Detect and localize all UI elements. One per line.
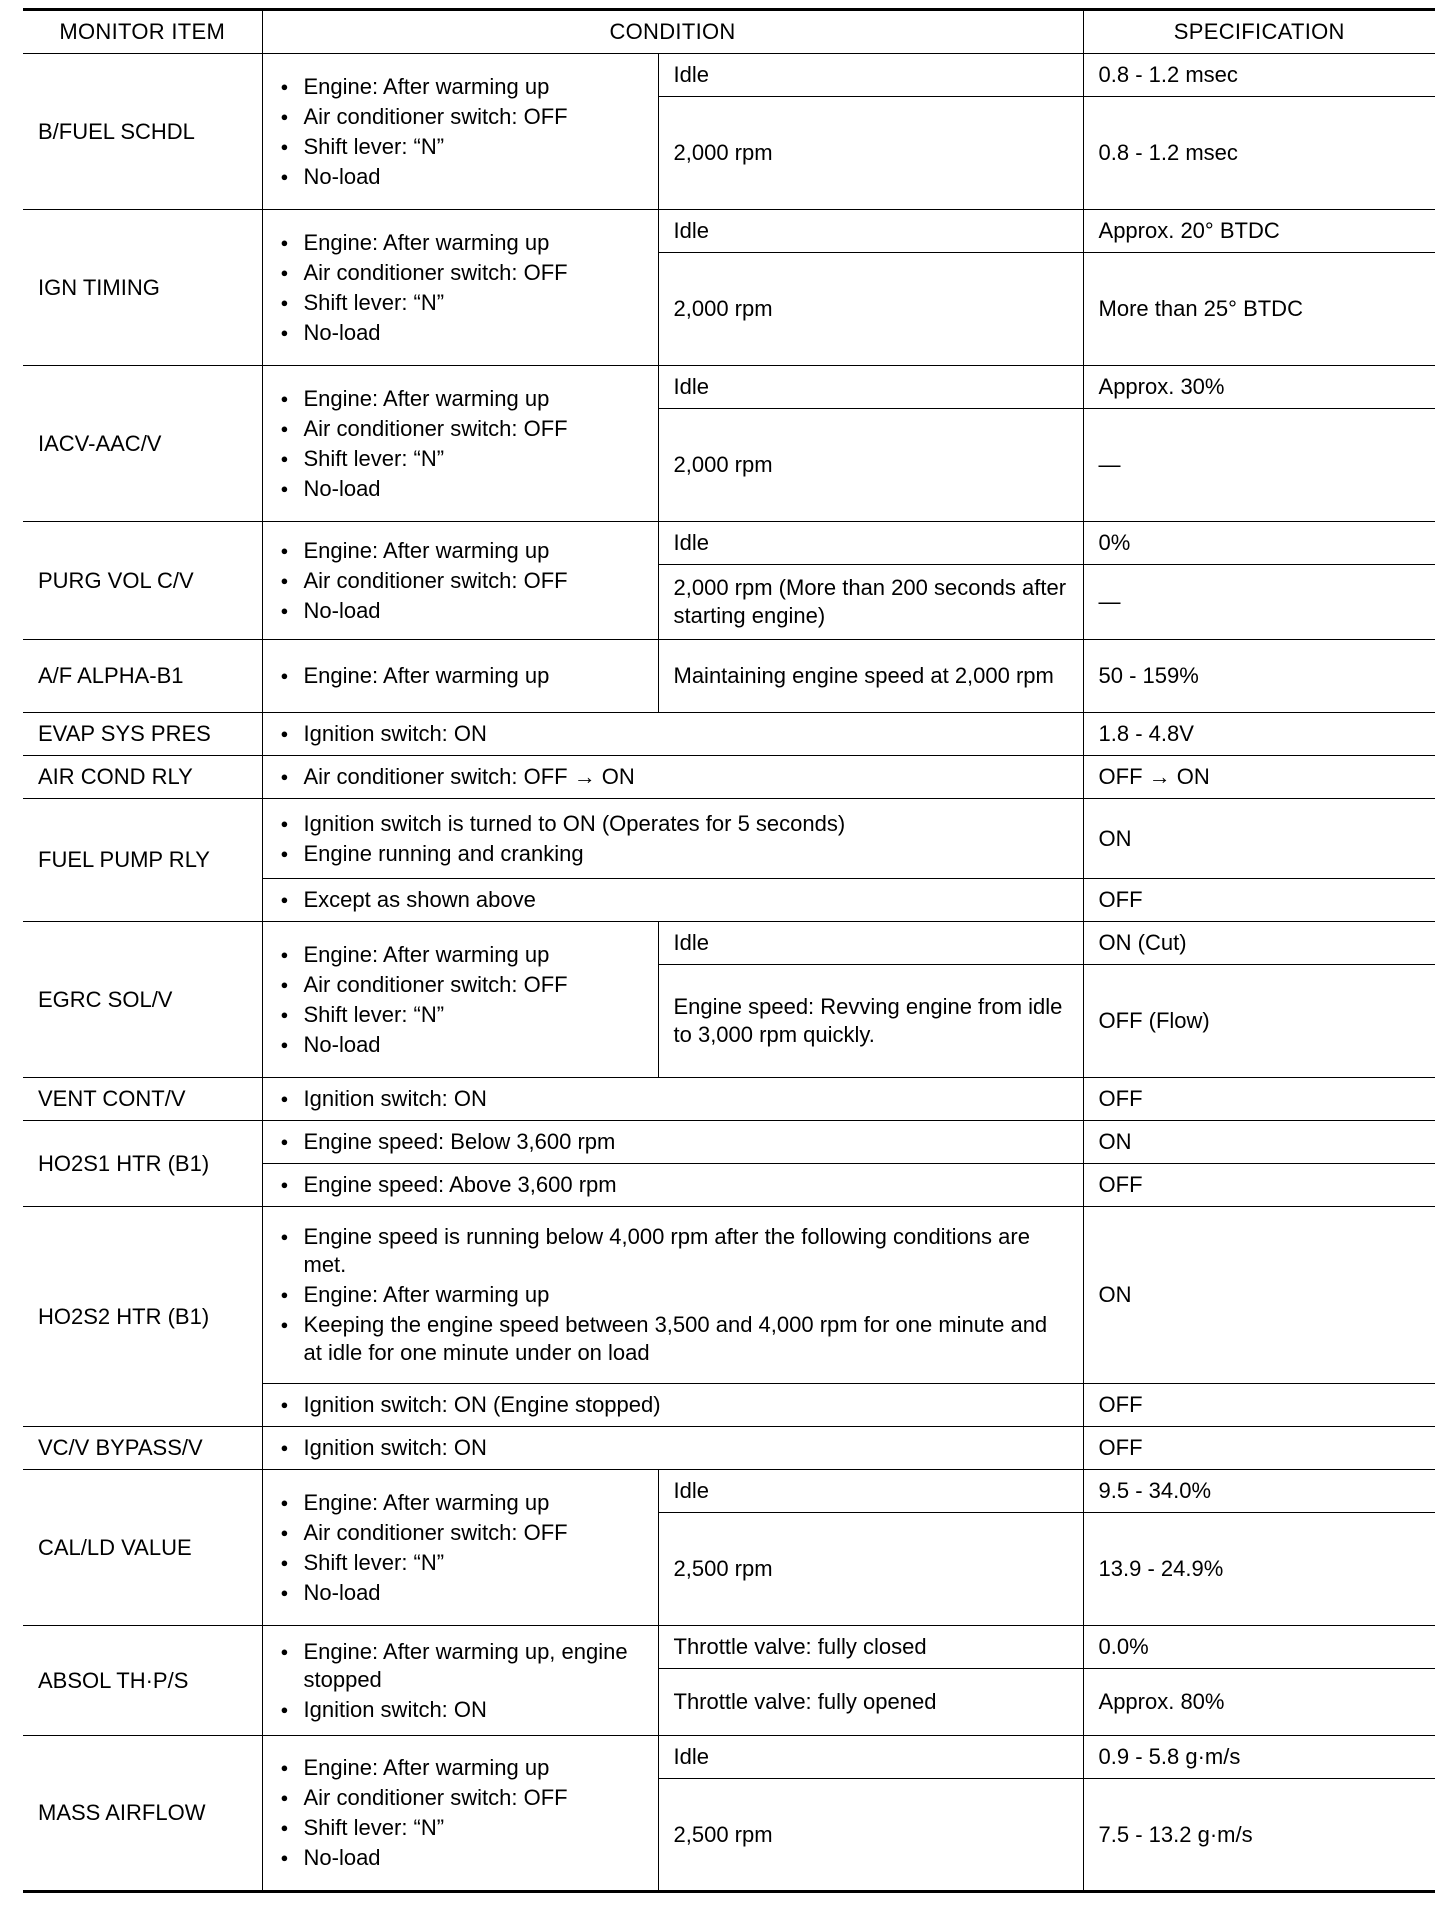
condition-bullet: ● Engine: After warming up <box>281 229 643 257</box>
specification: 50 - 159% <box>1083 640 1435 713</box>
sub-condition: 2,500 rpm <box>658 1779 1083 1892</box>
row-cal-ld <box>23 1470 1435 1513</box>
row-purg-vol <box>23 522 1435 565</box>
condition-bullet: ● Engine running and cranking <box>281 840 1068 868</box>
specification: OFF <box>1083 1427 1435 1470</box>
condition-bullet: ● Air conditioner switch: OFF <box>281 103 643 131</box>
header-condition: CONDITION <box>262 10 1083 54</box>
header-specification: SPECIFICATION <box>1083 10 1435 54</box>
condition-bullet: ● Ignition switch: ON <box>281 1434 1068 1462</box>
condition-list <box>262 1736 658 1892</box>
condition-bullet: ● Engine: After warming up <box>281 662 643 690</box>
specification: — <box>1083 409 1435 522</box>
monitor-item: MASS AIRFLOW <box>23 1736 262 1892</box>
condition-bullet: ● Shift lever: “N” <box>281 445 643 473</box>
sub-condition: Maintaining engine speed at 2,000 rpm <box>658 640 1083 713</box>
condition-bullet: ● Air conditioner switch: OFF <box>281 1519 643 1547</box>
row-evap-sys <box>23 713 1435 756</box>
condition-bullet: ● Ignition switch: ON <box>281 1696 643 1724</box>
condition-list <box>262 879 1083 922</box>
sub-condition: Idle <box>658 210 1083 253</box>
specification: ON <box>1083 799 1435 879</box>
monitor-item: EVAP SYS PRES <box>23 713 262 756</box>
specification: ON <box>1083 1207 1435 1384</box>
condition-list <box>262 54 658 210</box>
specification: OFF (Flow) <box>1083 965 1435 1078</box>
monitor-item: IGN TIMING <box>23 210 262 366</box>
condition-bullet: ● Shift lever: “N” <box>281 133 643 161</box>
monitor-spec-table <box>23 8 1435 1893</box>
condition-bullet: ● Air conditioner switch: OFF <box>281 415 643 443</box>
row-vcv-bypass <box>23 1427 1435 1470</box>
sub-condition: Idle <box>658 522 1083 565</box>
monitor-item: A/F ALPHA-B1 <box>23 640 262 713</box>
condition-bullet: ● No-load <box>281 1031 643 1059</box>
condition-bullet: ● Shift lever: “N” <box>281 1001 643 1029</box>
condition-list <box>262 1626 658 1736</box>
specification: OFF <box>1083 1078 1435 1121</box>
monitor-item: HO2S2 HTR (B1) <box>23 1207 262 1427</box>
condition-list <box>262 1427 1083 1470</box>
condition-bullet: ● Except as shown above <box>281 886 1068 914</box>
specification: Approx. 30% <box>1083 366 1435 409</box>
row-bfuel-schdl <box>23 54 1435 97</box>
specification: ON (Cut) <box>1083 922 1435 965</box>
monitor-item: EGRC SOL/V <box>23 922 262 1078</box>
condition-bullet: ● Engine speed: Below 3,600 rpm <box>281 1128 1068 1156</box>
condition-list <box>262 799 1083 879</box>
condition-bullet: ● Engine: After warming up <box>281 941 643 969</box>
monitor-item: IACV-AAC/V <box>23 366 262 522</box>
monitor-item: ABSOL TH·P/S <box>23 1626 262 1736</box>
condition-bullet: ● Air conditioner switch: OFF → ON <box>281 763 1068 791</box>
condition-list <box>262 1207 1083 1384</box>
specification: ON <box>1083 1121 1435 1164</box>
condition-bullet: ● Shift lever: “N” <box>281 1549 643 1577</box>
monitor-item: FUEL PUMP RLY <box>23 799 262 922</box>
specification: 9.5 - 34.0% <box>1083 1470 1435 1513</box>
condition-bullet: ● Ignition switch: ON (Engine stopped) <box>281 1391 1068 1419</box>
row-af-alpha <box>23 640 1435 713</box>
condition-bullet: ● No-load <box>281 597 643 625</box>
monitor-item: PURG VOL C/V <box>23 522 262 640</box>
condition-bullet: ● Engine speed is running below 4,000 rpm after the following conditions are met. <box>281 1223 1068 1279</box>
condition-bullet: ● Ignition switch: ON <box>281 720 1068 748</box>
sub-condition: Engine speed: Revving engine from idle to 3,000 rpm quickly. <box>658 965 1083 1078</box>
specification: 1.8 - 4.8V <box>1083 713 1435 756</box>
monitor-item: AIR COND RLY <box>23 756 262 799</box>
condition-bullet: ● Shift lever: “N” <box>281 289 643 317</box>
specification: 0.0% <box>1083 1626 1435 1669</box>
condition-bullet: ● Shift lever: “N” <box>281 1814 643 1842</box>
condition-bullet: ● No-load <box>281 1579 643 1607</box>
condition-bullet: ● Engine speed: Above 3,600 rpm <box>281 1171 1068 1199</box>
condition-bullet: ● No-load <box>281 319 643 347</box>
row-ho2s1-htr <box>23 1121 1435 1164</box>
condition-bullet: ● Engine: After warming up <box>281 385 643 413</box>
row-mass-airflow <box>23 1736 1435 1779</box>
monitor-item: VC/V BYPASS/V <box>23 1427 262 1470</box>
header-row <box>23 10 1435 54</box>
sub-condition: Idle <box>658 922 1083 965</box>
monitor-item: HO2S1 HTR (B1) <box>23 1121 262 1207</box>
condition-list <box>262 1470 658 1626</box>
specification: 0.8 - 1.2 msec <box>1083 54 1435 97</box>
specification: OFF <box>1083 879 1435 922</box>
condition-bullet: ● Engine: After warming up <box>281 1489 643 1517</box>
sub-condition: 2,000 rpm <box>658 253 1083 366</box>
specification: 0% <box>1083 522 1435 565</box>
condition-list <box>262 366 658 522</box>
monitor-spec-sheet <box>23 8 1435 1893</box>
condition-bullet: ● Engine: After warming up <box>281 1754 643 1782</box>
sub-condition: 2,000 rpm <box>658 409 1083 522</box>
condition-bullet: ● Keeping the engine speed between 3,500 and 4,000 rpm for one minute and at idle for one minute under on load <box>281 1311 1068 1367</box>
condition-bullet: ● Air conditioner switch: OFF <box>281 971 643 999</box>
sub-condition: 2,000 rpm <box>658 97 1083 210</box>
sub-condition: Idle <box>658 366 1083 409</box>
condition-bullet: ● Air conditioner switch: OFF <box>281 259 643 287</box>
sub-condition: Idle <box>658 54 1083 97</box>
specification: OFF <box>1083 1164 1435 1207</box>
condition-bullet: ● Engine: After warming up <box>281 537 643 565</box>
row-ho2s2-htr <box>23 1207 1435 1384</box>
condition-list <box>262 1384 1083 1427</box>
specification: More than 25° BTDC <box>1083 253 1435 366</box>
condition-bullet: ● Ignition switch is turned to ON (Operates for 5 seconds) <box>281 810 1068 838</box>
specification: OFF → ON <box>1083 756 1435 799</box>
condition-list <box>262 756 1083 799</box>
condition-list <box>262 922 658 1078</box>
row-absol-thps <box>23 1626 1435 1669</box>
monitor-item: VENT CONT/V <box>23 1078 262 1121</box>
sub-condition: 2,000 rpm (More than 200 seconds after starting engine) <box>658 565 1083 640</box>
condition-list <box>262 1164 1083 1207</box>
condition-bullet: ● No-load <box>281 1844 643 1872</box>
row-air-cond <box>23 756 1435 799</box>
specification: — <box>1083 565 1435 640</box>
specification: Approx. 20° BTDC <box>1083 210 1435 253</box>
row-ign-timing <box>23 210 1435 253</box>
condition-list <box>262 1078 1083 1121</box>
condition-bullet: ● Ignition switch: ON <box>281 1085 1068 1113</box>
specification: 0.8 - 1.2 msec <box>1083 97 1435 210</box>
row-vent-cont <box>23 1078 1435 1121</box>
monitor-item: CAL/LD VALUE <box>23 1470 262 1626</box>
specification: Approx. 80% <box>1083 1669 1435 1736</box>
specification: OFF <box>1083 1384 1435 1427</box>
condition-bullet: ● Engine: After warming up <box>281 1281 1068 1309</box>
sub-condition: Idle <box>658 1470 1083 1513</box>
condition-list <box>262 210 658 366</box>
condition-bullet: ● Air conditioner switch: OFF <box>281 567 643 595</box>
specification: 0.9 - 5.8 g·m/s <box>1083 1736 1435 1779</box>
row-iacv-aac <box>23 366 1435 409</box>
sub-condition: Throttle valve: fully opened <box>658 1669 1083 1736</box>
row-fuel-pump <box>23 799 1435 879</box>
sub-condition: Throttle valve: fully closed <box>658 1626 1083 1669</box>
sub-condition: Idle <box>658 1736 1083 1779</box>
monitor-item: B/FUEL SCHDL <box>23 54 262 210</box>
condition-bullet: ● No-load <box>281 475 643 503</box>
sub-condition: 2,500 rpm <box>658 1513 1083 1626</box>
header-monitor-item: MONITOR ITEM <box>23 10 262 54</box>
specification: 13.9 - 24.9% <box>1083 1513 1435 1626</box>
condition-bullet: ● No-load <box>281 163 643 191</box>
condition-bullet: ● Engine: After warming up <box>281 73 643 101</box>
row-egrc-sol <box>23 922 1435 965</box>
condition-list <box>262 640 658 713</box>
condition-list <box>262 522 658 640</box>
condition-list <box>262 1121 1083 1164</box>
condition-bullet: ● Air conditioner switch: OFF <box>281 1784 643 1812</box>
condition-list <box>262 713 1083 756</box>
condition-bullet: ● Engine: After warming up, engine stopped <box>281 1638 643 1694</box>
specification: 7.5 - 13.2 g·m/s <box>1083 1779 1435 1892</box>
